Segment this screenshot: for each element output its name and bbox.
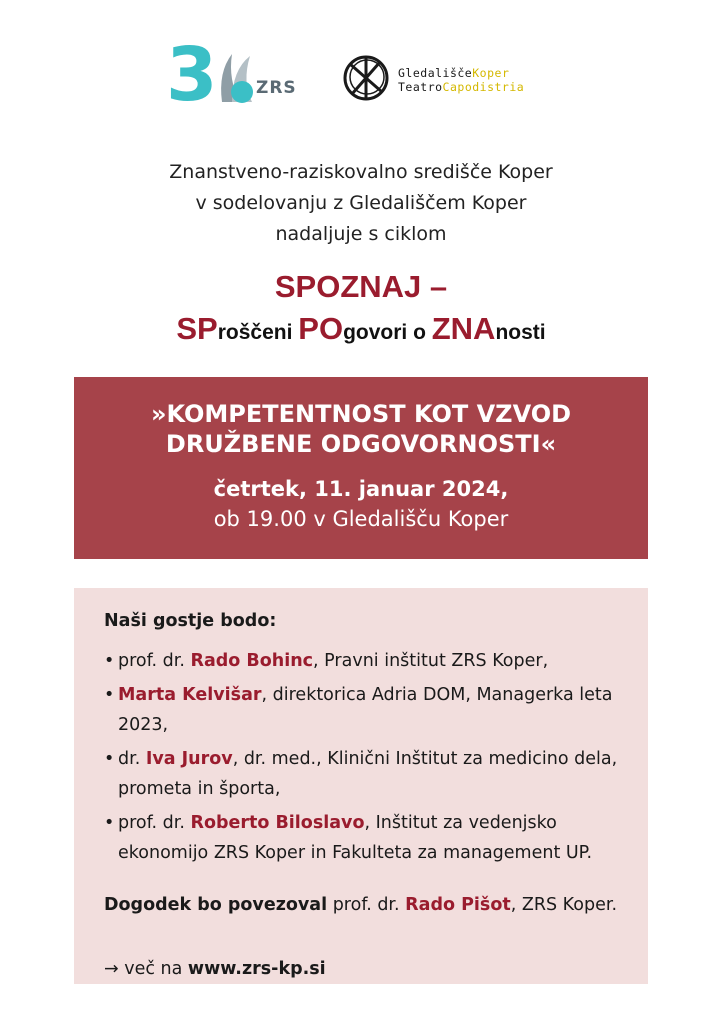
logo-header bbox=[0, 30, 722, 120]
theatre-logo-text: GledališčeKoper TeatroCapodistria bbox=[398, 66, 525, 94]
event-place: ob 19.00 v Gledališču Koper bbox=[213, 507, 509, 531]
list-item: • Marta Kelvišar, direktorica Adria DOM, Managerka leta 2023, bbox=[104, 680, 618, 740]
headline-spoznaj: SPOZNAJ – bbox=[274, 269, 448, 304]
event-banner bbox=[74, 377, 648, 559]
list-item: • dr. Iva Jurov, dr. med., Klinični Inštitut za medicino dela, prometa in športa, bbox=[104, 744, 618, 804]
intro-text: Znanstveno-raziskovalno središče Koper v sodelovanju z Gledališčem Koper nadaljuje s ciklom bbox=[169, 161, 553, 245]
website-link[interactable]: www.zrs-kp.si bbox=[187, 959, 326, 979]
zrs-logo-text: ZRS bbox=[256, 78, 297, 98]
moderator-line: Dogodek bo povezoval prof. dr. Rado Pišot, ZRS Koper. bbox=[104, 895, 618, 915]
list-item: • prof. dr. Rado Bohinc, Pravni inštitut ZRS Koper, bbox=[104, 646, 618, 676]
zrs-30-logo bbox=[160, 32, 310, 112]
guests-list bbox=[104, 646, 648, 868]
list-item: • prof. dr. Roberto Biloslavo, Inštitut za vedenjsko ekonomijo ZRS Koper in Fakulteta za management UP. bbox=[104, 808, 618, 868]
event-date: četrtek, 11. januar 2024, bbox=[213, 477, 509, 501]
guests-panel bbox=[74, 588, 648, 984]
cycle-title bbox=[0, 268, 722, 356]
more-info-line: → več na www.zrs-kp.si bbox=[104, 959, 326, 979]
guests-heading: Naši gostje bodo: bbox=[104, 611, 277, 631]
headline-subtitle: SProščeni POgovori o ZNAnosti bbox=[176, 311, 546, 346]
svg-text:3: 3 bbox=[166, 32, 218, 112]
event-title: »KOMPETENTNOST KOT VZVOD DRUŽBENE ODGOVORNOSTI« bbox=[150, 400, 572, 458]
theatre-logo-mark bbox=[340, 52, 392, 104]
